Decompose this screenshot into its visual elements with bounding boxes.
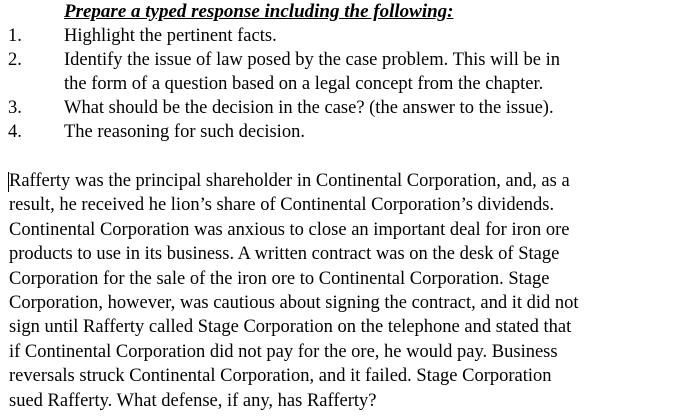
paragraph-line: Continental Corporation was anxious to close an important deal for iron ore xyxy=(9,219,570,240)
list-item-line: The reasoning for such decision. xyxy=(64,122,305,142)
list-item-text xyxy=(64,120,664,144)
paragraph-line: sued Rafferty. What defense, if any, has Rafferty? xyxy=(9,390,377,411)
list-item xyxy=(0,120,680,144)
list-item xyxy=(0,24,680,48)
instructions-list xyxy=(0,24,680,144)
instructions-heading: Prepare a typed response including the following: xyxy=(64,1,454,22)
paragraph-line: products to use in its business. A written contract was on the desk of Stage xyxy=(9,244,560,265)
list-item-line: What should be the decision in the case? (the answer to the issue). xyxy=(64,98,554,118)
paragraph-line: Corporation, however, was cautious about signing the contract, and it did not xyxy=(9,293,579,314)
paragraph-line: Corporation for the sale of the iron ore to Continental Corporation. Stage xyxy=(9,268,550,289)
list-item-line: Identify the issue of law posed by the case problem. This will be in xyxy=(64,50,560,70)
paragraph-line: if Continental Corporation did not pay for the ore, he would pay. Business xyxy=(9,341,558,362)
list-item-number: 3. xyxy=(8,98,22,118)
paragraph-line: result, he received he lion’s share of Continental Corporation’s dividends. xyxy=(9,195,555,216)
list-item-number: 4. xyxy=(8,122,22,142)
list-item-number: 2. xyxy=(8,50,22,70)
paragraph-line: Rafferty was the principal shareholder in Continental Corporation, and, as a xyxy=(9,171,570,191)
paragraph-line: sign until Rafferty called Stage Corporation on the telephone and stated that xyxy=(9,317,572,338)
list-item-number: 1. xyxy=(8,26,22,46)
case-problem-paragraph[interactable] xyxy=(9,169,674,413)
list-item-line: the form of a question based on a legal concept from the chapter. xyxy=(64,74,544,94)
list-item-text xyxy=(64,96,664,120)
list-item-line: Highlight the pertinent facts. xyxy=(64,26,277,46)
list-item-text xyxy=(64,24,664,48)
list-item-text xyxy=(64,48,664,96)
paragraph-line: reversals struck Continental Corporation, and it failed. Stage Corporation xyxy=(9,366,552,387)
list-item xyxy=(0,96,680,120)
list-item xyxy=(0,48,680,96)
